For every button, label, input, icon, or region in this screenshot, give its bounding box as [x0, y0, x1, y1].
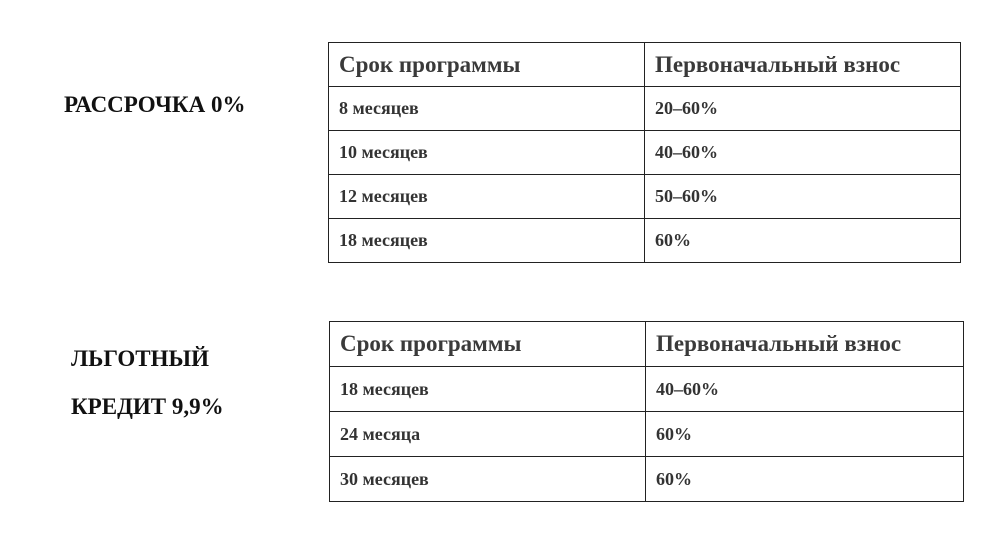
term-cell: 24 месяца — [330, 412, 646, 457]
down-payment-column-header: Первоначальный взнос — [645, 43, 961, 87]
down-payment-cell: 40–60% — [645, 131, 961, 175]
table-header-row — [330, 322, 964, 367]
term-cell: 10 месяцев — [329, 131, 645, 175]
table-row — [329, 87, 961, 131]
down-payment-cell: 60% — [645, 219, 961, 263]
term-column-header: Срок программы — [329, 43, 645, 87]
credit-title-line1: ЛЬГОТНЫЙ — [71, 346, 209, 371]
down-payment-column-header: Первоначальный взнос — [646, 322, 964, 367]
down-payment-cell: 20–60% — [645, 87, 961, 131]
installment-title: РАССРОЧКА 0% — [64, 92, 246, 117]
table-row — [329, 175, 961, 219]
credit-table — [329, 321, 964, 502]
down-payment-cell: 50–60% — [645, 175, 961, 219]
table-row — [329, 219, 961, 263]
table-row — [330, 457, 964, 502]
table-row — [330, 412, 964, 457]
term-cell: 18 месяцев — [330, 367, 646, 412]
table-header-row — [329, 43, 961, 87]
term-cell: 18 месяцев — [329, 219, 645, 263]
term-cell: 30 месяцев — [330, 457, 646, 502]
down-payment-cell: 60% — [646, 457, 964, 502]
term-cell: 8 месяцев — [329, 87, 645, 131]
down-payment-cell: 60% — [646, 412, 964, 457]
term-column-header: Срок программы — [330, 322, 646, 367]
down-payment-cell: 40–60% — [646, 367, 964, 412]
table-row — [330, 367, 964, 412]
term-cell: 12 месяцев — [329, 175, 645, 219]
table-row — [329, 131, 961, 175]
installment-table — [328, 42, 961, 263]
credit-title-line2: КРЕДИТ 9,9% — [71, 394, 224, 419]
